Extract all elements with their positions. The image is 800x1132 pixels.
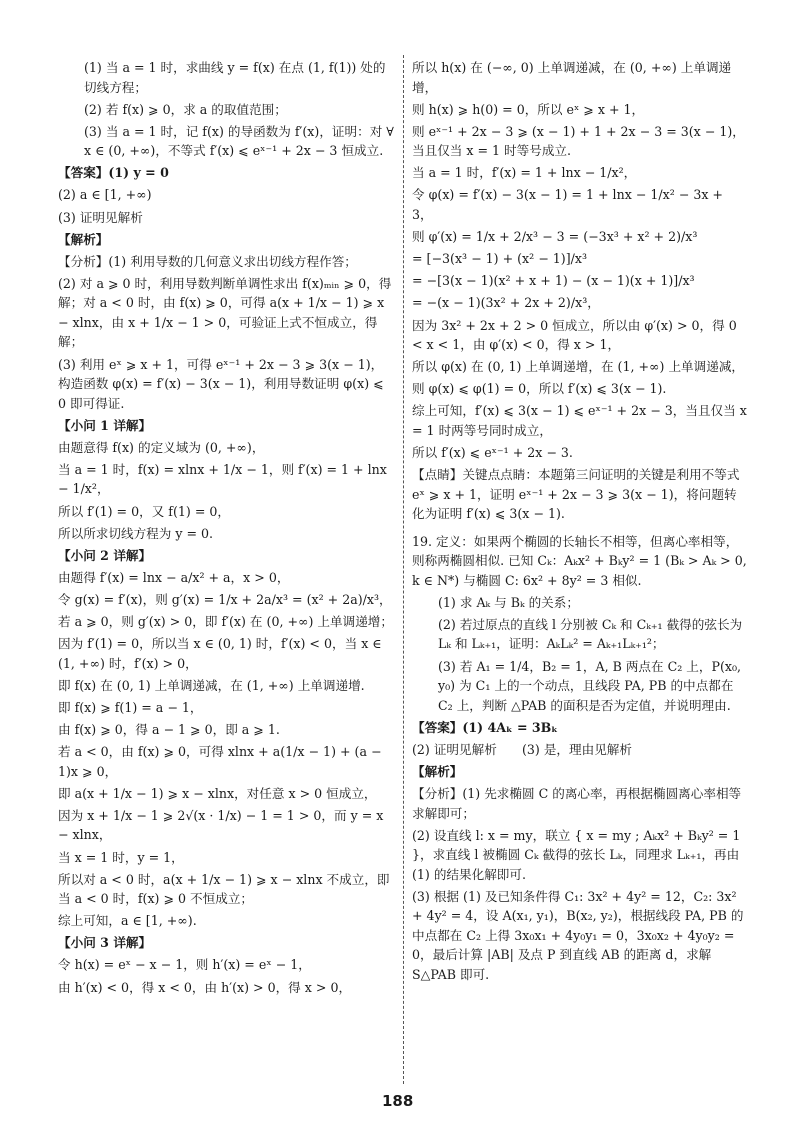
solution-line: 综上可知，f′(x) ⩽ 3(x − 1) ⩽ eˣ⁻¹ + 2x − 3，当且仅当 x = 1 时两等号同时成立， [412, 403, 747, 438]
solution-line: = −(x − 1)(3x² + 2x + 2)/x³， [412, 295, 600, 311]
subquestion-2-heading: 【小问 2 详解】 [58, 547, 152, 563]
solution-line: 则 h(x) ⩾ h(0) = 0，所以 eˣ ⩾ x + 1， [412, 101, 645, 117]
solution-line: 即 f(x) ⩾ f(1) = a − 1， [58, 699, 203, 715]
analysis-line: (2) 设直线 l: x = my，联立 { x = my ; Aₖx² + Bₖy² = 1 }，求直线 l 被椭圆 Cₖ 截得的弦长 Lₖ，同理求 Lₖ₊₁，再由 (1) 的结果化解即可. [412, 827, 741, 882]
question-part-1: (1) 求 Aₖ 与 Bₖ 的关系； [438, 594, 579, 610]
solution-line: 所以所求切线方程为 y = 0. [58, 525, 214, 541]
question-part-1: (1) 当 a = 1 时，求曲线 y = f(x) 在点 (1, f(1)) 处的切线方程； [84, 60, 386, 95]
analysis-line: (2) 对 a ⩾ 0 时，利用导数判断单调性求出 f(x)ₘᵢₙ ⩾ 0，得解；对 a < 0 时，由 f(x) ⩾ 0，可得 a(x + 1/x − 1) ⩾ x − xlnx，由 x + 1/x − 1 > 0，可验证上式不恒成立，得解； [58, 275, 392, 350]
subquestion-3-heading: 【小问 3 详解】 [58, 935, 152, 951]
right-column [412, 58, 747, 1082]
question-19: 19. 定义：如果两个椭圆的长轴长不相等，但离心率相等，则称两椭圆相似. 已知 Cₖ：Aₖx² + Bₖy² = 1 (Bₖ > Aₖ > 0, k ∈ N*) 与椭圆 C: 6x² + 8y² = 3 相似. [412, 533, 747, 588]
solution-line: 所以 φ(x) 在 (0, 1) 上单调递增，在 (1, +∞) 上单调递减， [412, 359, 745, 375]
analysis-heading: 【解析】 [58, 231, 109, 247]
solution-line: 所以 f′(1) = 0，又 f(1) = 0， [58, 503, 230, 519]
question-part-2: (2) 若 f(x) ⩾ 0，求 a 的取值范围； [84, 101, 287, 117]
solution-line: 则 φ′(x) = 1/x + 2/x³ − 3 = (−3x³ + x² + 2)/x³ [412, 229, 698, 245]
solution-line: = [−3(x³ − 1) + (x² − 1)]/x³ [412, 251, 587, 267]
answer-heading: 【答案】(1) y = 0 [58, 165, 169, 181]
solution-line: 当 x = 1 时，y = 1， [58, 849, 184, 865]
page-number: 188 [382, 1092, 414, 1110]
solution-line: 所以 f′(x) ⩽ eˣ⁻¹ + 2x − 3. [412, 445, 573, 460]
solution-line: 由 h′(x) < 0，得 x < 0，由 h′(x) > 0，得 x > 0， [58, 979, 352, 995]
solution-line: 所以 h(x) 在 (−∞, 0) 上单调递减，在 (0, +∞) 上单调递增， [412, 60, 732, 95]
solution-line: 令 φ(x) = f′(x) − 3(x − 1) = 1 + lnx − 1/x² − 3x + 3， [412, 187, 723, 222]
answer-line: (3) 证明见解析 [58, 209, 143, 225]
solution-line: 即 f(x) 在 (0, 1) 上单调递减，在 (1, +∞) 上单调递增. [58, 677, 365, 693]
solution-line: 令 g(x) = f′(x)，则 g′(x) = 1/x + 2a/x³ = (x² + 2a)/x³， [58, 591, 392, 607]
question-part-3: (3) 当 a = 1 时，记 f(x) 的导函数为 f′(x)，证明：对 ∀ x ∈ (0, +∞)，不等式 f′(x) ⩽ eˣ⁻¹ + 2x − 3 恒成立. [84, 123, 394, 159]
analysis-line: 【分析】(1) 利用导数的几何意义求出切线方程作答； [58, 253, 357, 269]
solution-line: 由题得 f′(x) = lnx − a/x² + a，x > 0， [58, 569, 290, 585]
solution-line: 则 φ(x) ⩽ φ(1) = 0，所以 f′(x) ⩽ 3(x − 1). [412, 381, 667, 397]
solution-line: 若 a < 0，由 f(x) ⩾ 0，可得 xlnx + a(1/x − 1) + (a − 1)x ⩾ 0， [58, 744, 382, 779]
answer-line: (2) a ∈ [1, +∞) [58, 187, 152, 203]
solution-line: 因为 f′(1) = 0，所以当 x ∈ (0, 1) 时，f′(x) < 0，当 x ∈ (1, +∞) 时，f′(x) > 0， [58, 636, 382, 671]
solution-line: 由 f(x) ⩾ 0，得 a − 1 ⩾ 0，即 a ⩾ 1. [58, 722, 280, 738]
answer-heading: 【答案】(1) 4Aₖ = 3Bₖ [412, 719, 558, 735]
solution-line: 则 eˣ⁻¹ + 2x − 3 ⩾ (x − 1) + 1 + 2x − 3 = 3(x − 1)，当且仅当 x = 1 时等号成立. [412, 123, 745, 159]
solution-line: 综上可知，a ∈ [1, +∞). [58, 913, 197, 929]
column-divider [403, 55, 404, 1084]
key-point-note: 【点睛】关键点点睛：本题第三问证明的关键是利用不等式 eˣ ⩾ x + 1，证明 eˣ⁻¹ + 2x − 3 ⩾ 3(x − 1)，将问题转化为证明 f′(x) ⩽ 3(x − 1). [412, 467, 740, 522]
answer-line: (2) 证明见解析 (3) 是，理由见解析 [412, 741, 632, 757]
analysis-line: 【分析】(1) 先求椭圆 C 的离心率，再根据椭圆离心率相等求解即可； [412, 786, 742, 821]
question-part-3: (3) 若 A₁ = 1/4，B₂ = 1，A, B 两点在 C₂ 上，P(x₀, y₀) 为 C₁ 上的一个动点，且线段 PA, PB 的中点都在 C₂ 上，判断 △PAB 的面积是否为定值，并说明理由. [438, 658, 742, 713]
solution-line: 令 h(x) = eˣ − x − 1，则 h′(x) = eˣ − 1， [58, 957, 311, 973]
solution-line: 即 a(x + 1/x − 1) ⩾ x − xlnx，对任意 x > 0 恒成立， [58, 785, 377, 801]
analysis-line: (3) 根据 (1) 及已知条件得 C₁: 3x² + 4y² = 12，C₂: 3x² + 4y² = 4，设 A(x₁, y₁)，B(x₂, y₂)，根据线段 PA, PB 的中点都在 C₂ 上得 3x₀x₁ + 4y₀y₁ = 0，3x₀x₂ + 4y₀y₂ = 0，最后计算 |AB| 及点 P 到直线 AB 的距离 d，求解 S△PAB 即可. [412, 888, 744, 982]
subquestion-1-heading: 【小问 1 详解】 [58, 417, 152, 433]
solution-line: 所以对 a < 0 时，a(x + 1/x − 1) ⩾ x − xlnx 不成立，即当 a < 0 时，f(x) ⩾ 0 不恒成立； [58, 871, 390, 907]
question-part-2: (2) 若过原点的直线 l 分别被 Cₖ 和 Cₖ₊₁ 截得的弦长为 Lₖ 和 Lₖ₊₁，证明：AₖLₖ² = Aₖ₊₁Lₖ₊₁²； [438, 616, 743, 652]
solution-line: = −[3(x − 1)(x² + x + 1) − (x − 1)(x + 1)]/x³ [412, 273, 695, 289]
analysis-line: (3) 利用 eˣ ⩾ x + 1，可得 eˣ⁻¹ + 2x − 3 ⩾ 3(x − 1)，构造函数 φ(x) = f′(x) − 3(x − 1)，利用导数证明 φ(x) ⩽ 0 即可得证. [58, 356, 384, 411]
solution-line: 由题意得 f(x) 的定义域为 (0, +∞)， [58, 439, 265, 455]
solution-line: 因为 x + 1/x − 1 ⩾ 2√(x · 1/x) − 1 = 1 > 0，而 y = x − xlnx， [58, 807, 384, 843]
solution-line: 若 a ⩾ 0，则 g′(x) > 0，即 f′(x) 在 (0, +∞) 上单调递增； [58, 614, 393, 630]
analysis-heading: 【解析】 [412, 763, 463, 779]
solution-line: 当 a = 1 时，f′(x) = 1 + lnx − 1/x²， [412, 165, 637, 181]
left-column [58, 58, 395, 1082]
solution-line: 因为 3x² + 2x + 2 > 0 恒成立，所以由 φ′(x) > 0，得 0 < x < 1，由 φ′(x) < 0，得 x > 1， [412, 317, 737, 353]
solution-line: 当 a = 1 时，f(x) = xlnx + 1/x − 1，则 f′(x) = 1 + lnx − 1/x²， [58, 461, 387, 497]
